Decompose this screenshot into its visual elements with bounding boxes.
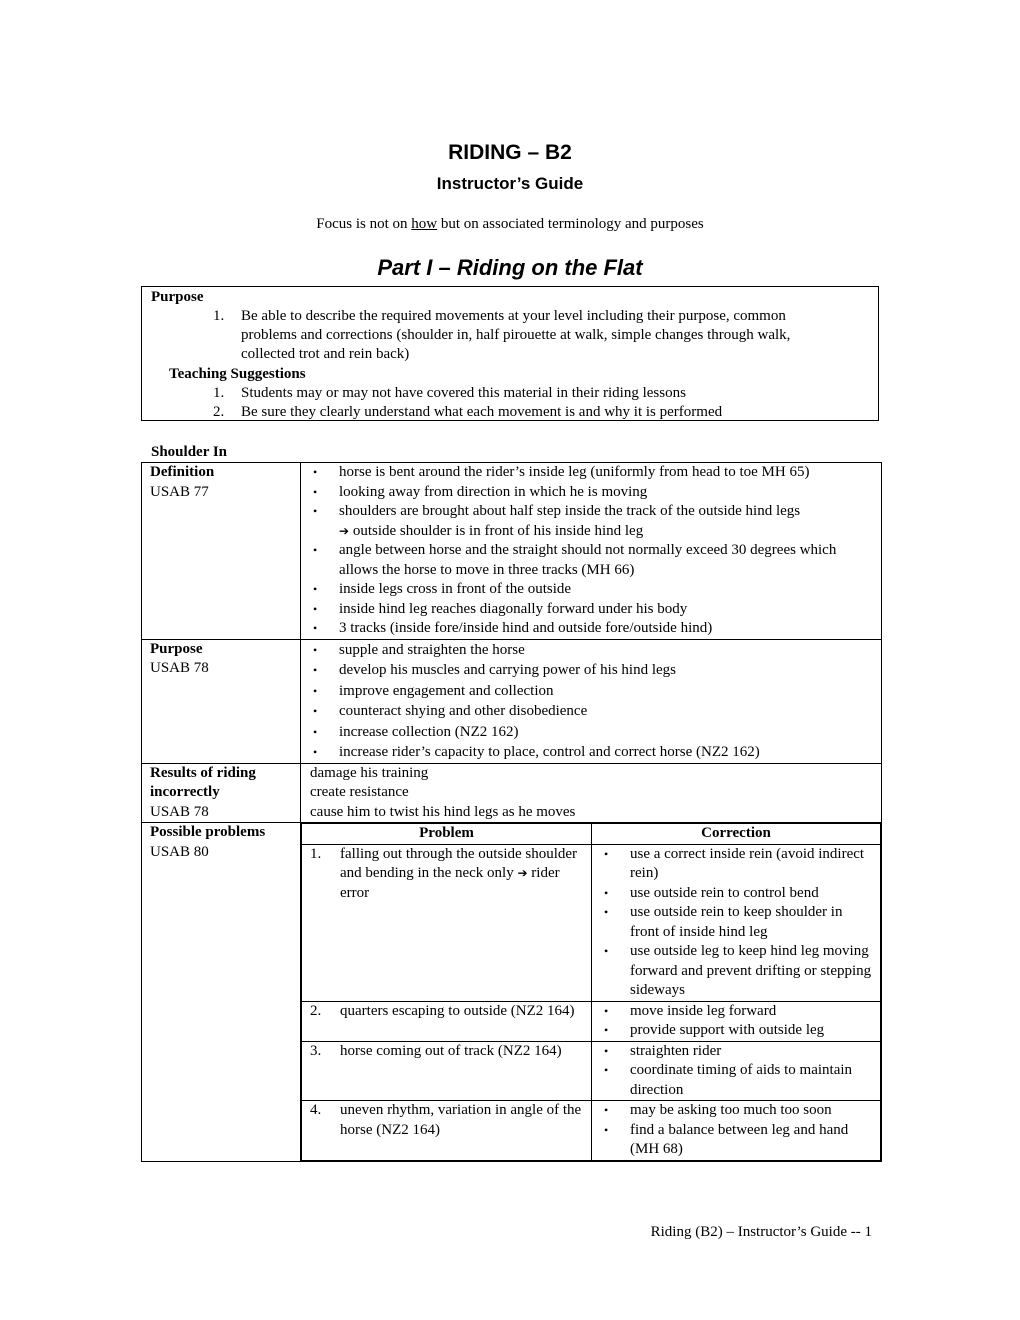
- arrow-right-icon: ➔: [339, 523, 350, 538]
- list-item: • move inside leg forward: [630, 1002, 872, 1022]
- problems-ref: USAB 80: [150, 843, 209, 860]
- problems-row: [142, 823, 882, 1162]
- problem-num: 3.: [310, 1042, 322, 1059]
- definition-ref: USAB 77: [150, 483, 209, 500]
- list-item: • coordinate timing of aids to maintain direction: [630, 1061, 872, 1100]
- definition-list: [309, 463, 873, 639]
- results-label: Results of riding: [150, 764, 256, 781]
- list-item: • find a balance between leg and hand (MH 68): [630, 1121, 872, 1160]
- definition-row: [142, 463, 882, 640]
- shoulder-in-table: [141, 462, 882, 1162]
- page-subtitle: Instructor’s Guide: [436, 174, 584, 193]
- teaching-label: Teaching Suggestions: [169, 366, 306, 382]
- list-item: • use a correct inside rein (avoid indirect rein): [630, 845, 872, 884]
- list-item: • inside legs cross in front of the outside: [339, 580, 873, 600]
- list-item: • increase rider’s capacity to place, control and correct horse (NZ2 162): [339, 742, 873, 763]
- list-item: • may be asking too much too soon: [630, 1101, 872, 1121]
- section-heading: Shoulder In: [151, 444, 228, 460]
- purpose-row: [142, 639, 882, 763]
- list-item: • use outside leg to keep hind leg moving forward and prevent drifting or stepping sideways: [630, 942, 872, 1001]
- results-ref: USAB 78: [150, 803, 209, 820]
- purpose-label: Purpose: [151, 289, 204, 305]
- list-item: • increase collection (NZ2 162): [339, 722, 873, 743]
- problem-text: uneven rhythm, variation in angle of the horse (NZ2 164): [340, 1102, 582, 1138]
- list-item: • angle between horse and the straight should not normally exceed 30 degrees which allows the horse to move in three tracks (MH 66): [339, 541, 873, 580]
- purpose-num: 1.: [213, 308, 225, 324]
- arrow-right-icon: ➔: [517, 866, 528, 880]
- list-item: • horse is bent around the rider’s inside leg (uniformly from head to toe MH 65): [339, 463, 873, 483]
- purpose-row-label: Purpose: [150, 640, 203, 657]
- table-row: [302, 844, 881, 1001]
- list-item: • provide support with outside leg: [630, 1021, 872, 1041]
- teaching-item: Be sure they clearly understand what each movement is and why it is performed: [241, 404, 723, 420]
- list-item: create resistance: [310, 784, 409, 800]
- teaching-num: 1.: [213, 385, 225, 401]
- purpose-line: problems and corrections (shoulder in, half pirouette at walk, simple changes through walk,: [241, 327, 791, 343]
- problems-table: [301, 823, 881, 1161]
- list-item: • 3 tracks (inside fore/inside hind and outside fore/outside hind): [339, 619, 873, 639]
- problem-text: horse coming out of track (NZ2 164): [340, 1042, 562, 1059]
- results-row: [142, 763, 882, 823]
- table-row: [302, 1041, 881, 1101]
- list-item: • use outside rein to control bend: [630, 884, 872, 904]
- correction-list: [600, 1002, 872, 1041]
- table-row: [302, 1101, 881, 1161]
- list-item: • counteract shying and other disobedience: [339, 701, 873, 722]
- problem-text: quarters escaping to outside (NZ2 164): [340, 1002, 575, 1019]
- list-item: • inside hind leg reaches diagonally forward under his body: [339, 600, 873, 620]
- correction-list: [600, 1101, 872, 1160]
- problem-num: 2.: [310, 1002, 322, 1019]
- list-item: • use outside rein to keep shoulder in front of inside hind leg: [630, 903, 872, 942]
- focus-note: Focus is not on how but on associated terminology and purposes: [316, 216, 704, 232]
- problem-header: Problem: [302, 824, 592, 845]
- definition-label: Definition: [150, 464, 215, 480]
- table-row: [302, 1001, 881, 1041]
- problems-label: Possible problems: [150, 824, 266, 840]
- purpose-line: collected trot and rein back): [241, 346, 410, 362]
- list-item: cause him to twist his hind legs as he moves: [310, 803, 576, 820]
- part-title: Part I – Riding on the Flat: [377, 255, 643, 280]
- list-item: • shoulders are brought about half step inside the track of the outside hind legs ➔ outside shoulder is in front of his inside hind leg: [339, 502, 873, 541]
- problem-num: 1.: [310, 845, 322, 862]
- list-item: • looking away from direction in which he is moving: [339, 483, 873, 503]
- problem-num: 4.: [310, 1102, 322, 1118]
- correction-header: Correction: [592, 824, 881, 845]
- list-item: damage his training: [310, 764, 429, 781]
- page-footer: Riding (B2) – Instructor’s Guide -- 1: [650, 1224, 872, 1240]
- teaching-num: 2.: [213, 404, 225, 420]
- correction-list: [600, 845, 872, 1001]
- list-item: • develop his muscles and carrying power of his hind legs: [339, 660, 873, 681]
- purpose-row-ref: USAB 78: [150, 660, 209, 676]
- teaching-item: Students may or may not have covered this material in their riding lessons: [241, 385, 686, 401]
- purpose-list: [309, 640, 873, 763]
- purpose-box: [141, 286, 879, 421]
- page-title: RIDING – B2: [448, 141, 572, 164]
- problem-text: falling out through the outside shoulder and bending in the neck only ➔ rider error: [340, 845, 578, 901]
- list-item: • straighten rider: [630, 1042, 872, 1062]
- purpose-line: Be able to describe the required movements at your level including their purpose, common: [241, 308, 786, 324]
- list-item: • improve engagement and collection: [339, 681, 873, 702]
- correction-list: [600, 1042, 872, 1101]
- results-label: incorrectly: [150, 784, 220, 800]
- list-item: • supple and straighten the horse: [339, 640, 873, 661]
